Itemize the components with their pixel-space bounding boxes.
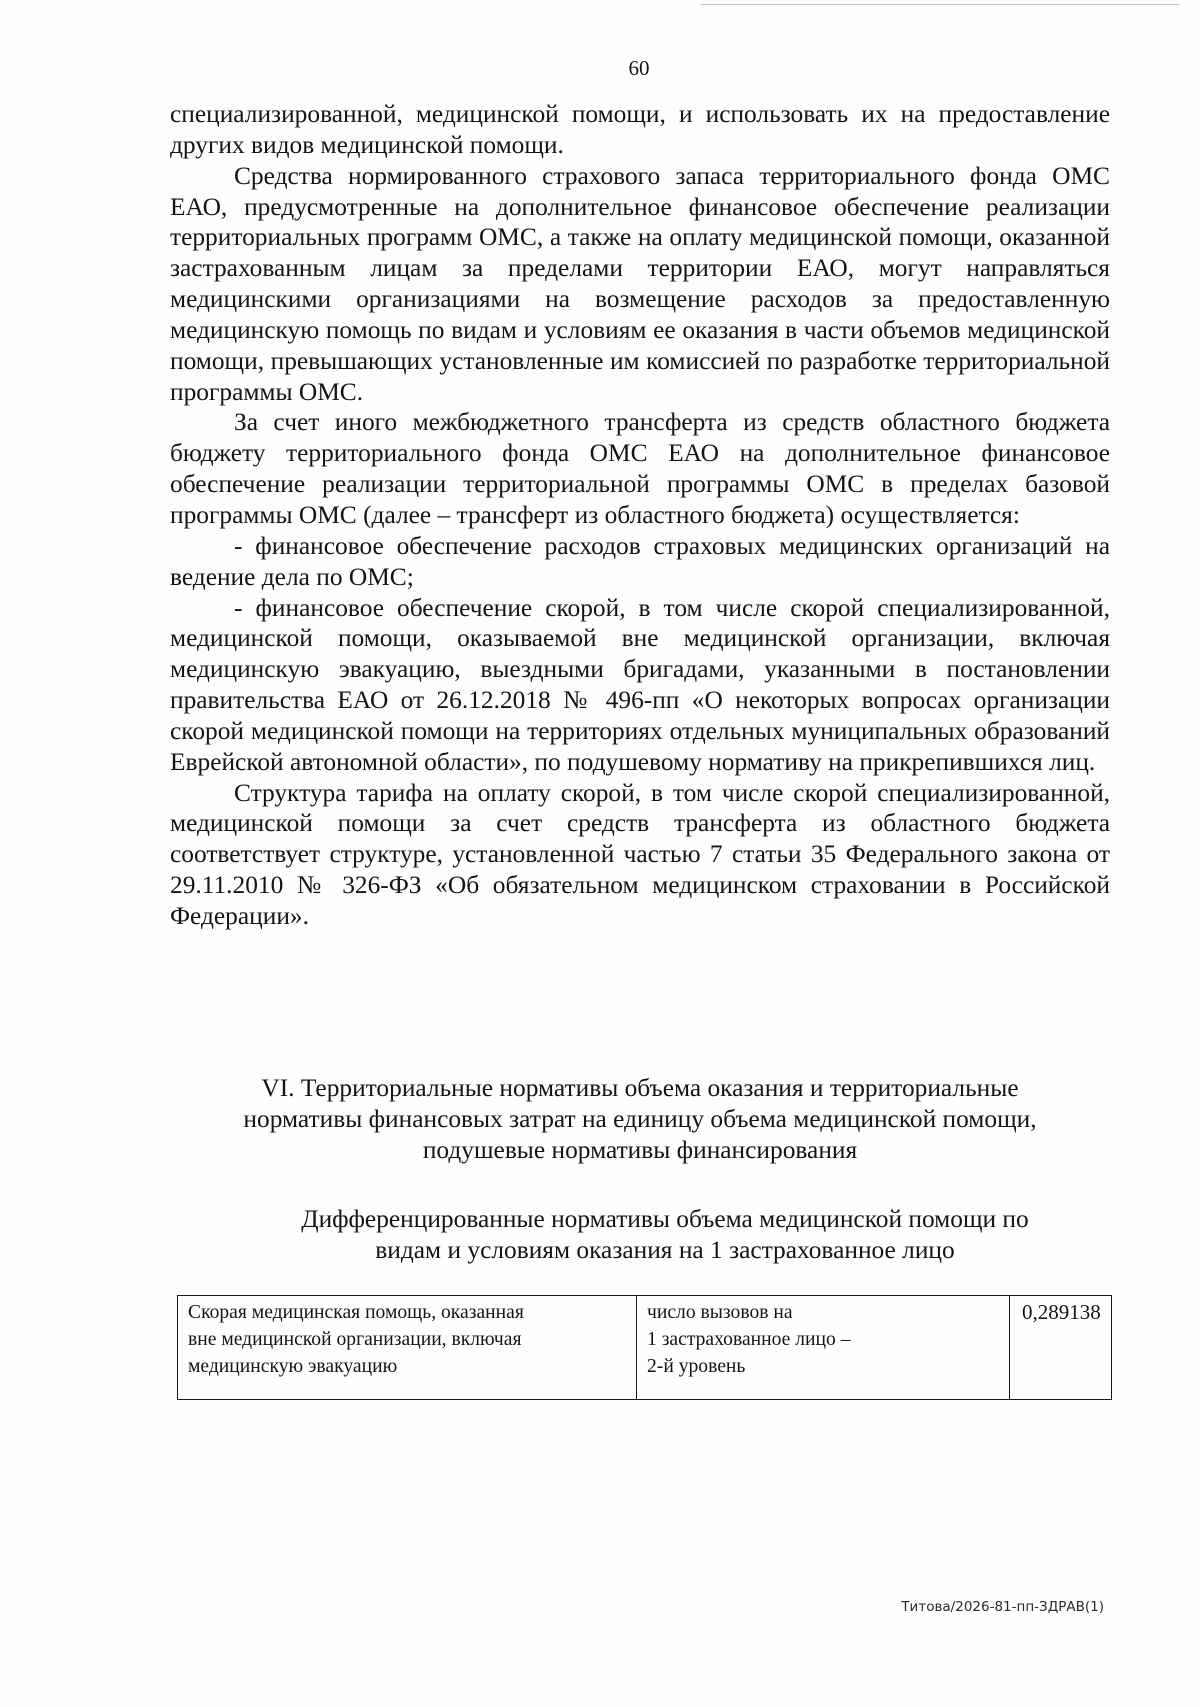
paragraph-1: специализированной, медицинской помощи, и использовать их на предоставление других видов медицинской помощи. — [170, 100, 1110, 159]
sub-heading — [240, 1204, 1090, 1266]
unit-line: 1 застрахованное лицо – — [647, 1329, 851, 1350]
footer-document-code: Титова/2026-81-пп-ЗДРАВ(1) — [901, 1599, 1104, 1615]
norms-table — [177, 1295, 1112, 1400]
section-heading — [170, 1073, 1110, 1166]
scan-edge-line — [700, 4, 1180, 5]
care-type-line: вне медицинской организации, включая — [188, 1329, 522, 1350]
table-row — [178, 1296, 1112, 1400]
page-number: 60 — [628, 56, 650, 80]
paragraph-3: За счет иного межбюджетного трансферта из средств областного бюджета бюджету территориального фонда ОМС ЕАО на дополнительное финансовое обеспечение реализации территориальной программы ОМС в пределах базовой программы ОМС (далее – трансферт из областного бюджета) осуществляется: — [170, 408, 1110, 529]
care-type-line: Скорая медицинская помощь, оказанная — [188, 1302, 524, 1323]
section-heading-line: нормативы финансовых затрат на единицу объема медицинской помощи, — [243, 1105, 1037, 1133]
value-cell: 0,289138 — [1010, 1296, 1112, 1400]
list-item-2: - финансовое обеспечение скорой, в том числе скорой специализированной, медицинской помощи, оказываемой вне медицинской организации, включая медицинскую эвакуацию, выездными бригадами, указанными в постановлении правительства ЕАО от 26.12.2018 № 496-пп «О некоторых вопросах организации скорой медицинской помощи на территориях отдельных муниципальных образований Еврейской автономной области», по подушевому нормативу на прикрепившихся лиц. — [170, 593, 1110, 776]
list-item-1: - финансовое обеспечение расходов страховых медицинских организаций на ведение дела по ОМС; — [170, 531, 1110, 591]
section-heading-line: подушевые нормативы финансирования — [422, 1136, 858, 1164]
sub-heading-line: видам и условиям оказания на 1 застрахованное лицо — [375, 1236, 955, 1264]
paragraph-2: Средства нормированного страхового запаса территориального фонда ОМС ЕАО, предусмотренные на дополнительное финансовое обеспечение реализации территориальных программ ОМС, а также на оплату медицинской помощи, оказанной застрахованным лицам за пределами территории ЕАО, могут направляться медицинскими организациями на возмещение расходов за предоставленную медицинскую помощь по видам и условиям ее оказания в части объемов медицинской помощи, превышающих установленные им комиссией по разработке территориальной программы ОМС. — [170, 161, 1110, 406]
section-heading-line: VI. Территориальные нормативы объема оказания и территориальные — [261, 1074, 1019, 1102]
unit-cell — [637, 1296, 1010, 1400]
unit-line: 2-й уровень — [647, 1356, 746, 1377]
body-text — [170, 99, 1110, 932]
care-type-line: медицинскую эвакуацию — [188, 1356, 398, 1377]
care-type-cell — [178, 1296, 637, 1400]
paragraph-6: Структура тарифа на оплату скорой, в том числе скорой специализированной, медицинской помощи за счет средств трансферта из областного бюджета соответствует структуре, установленной частью 7 статьи 35 Федерального закона от 29.11.2010 № 326-ФЗ «Об обязательном медицинском страховании в Российской Федерации». — [170, 778, 1110, 930]
unit-line: число вызовов на — [647, 1302, 793, 1323]
sub-heading-line: Дифференцированные нормативы объема медицинской помощи по — [301, 1205, 1029, 1233]
